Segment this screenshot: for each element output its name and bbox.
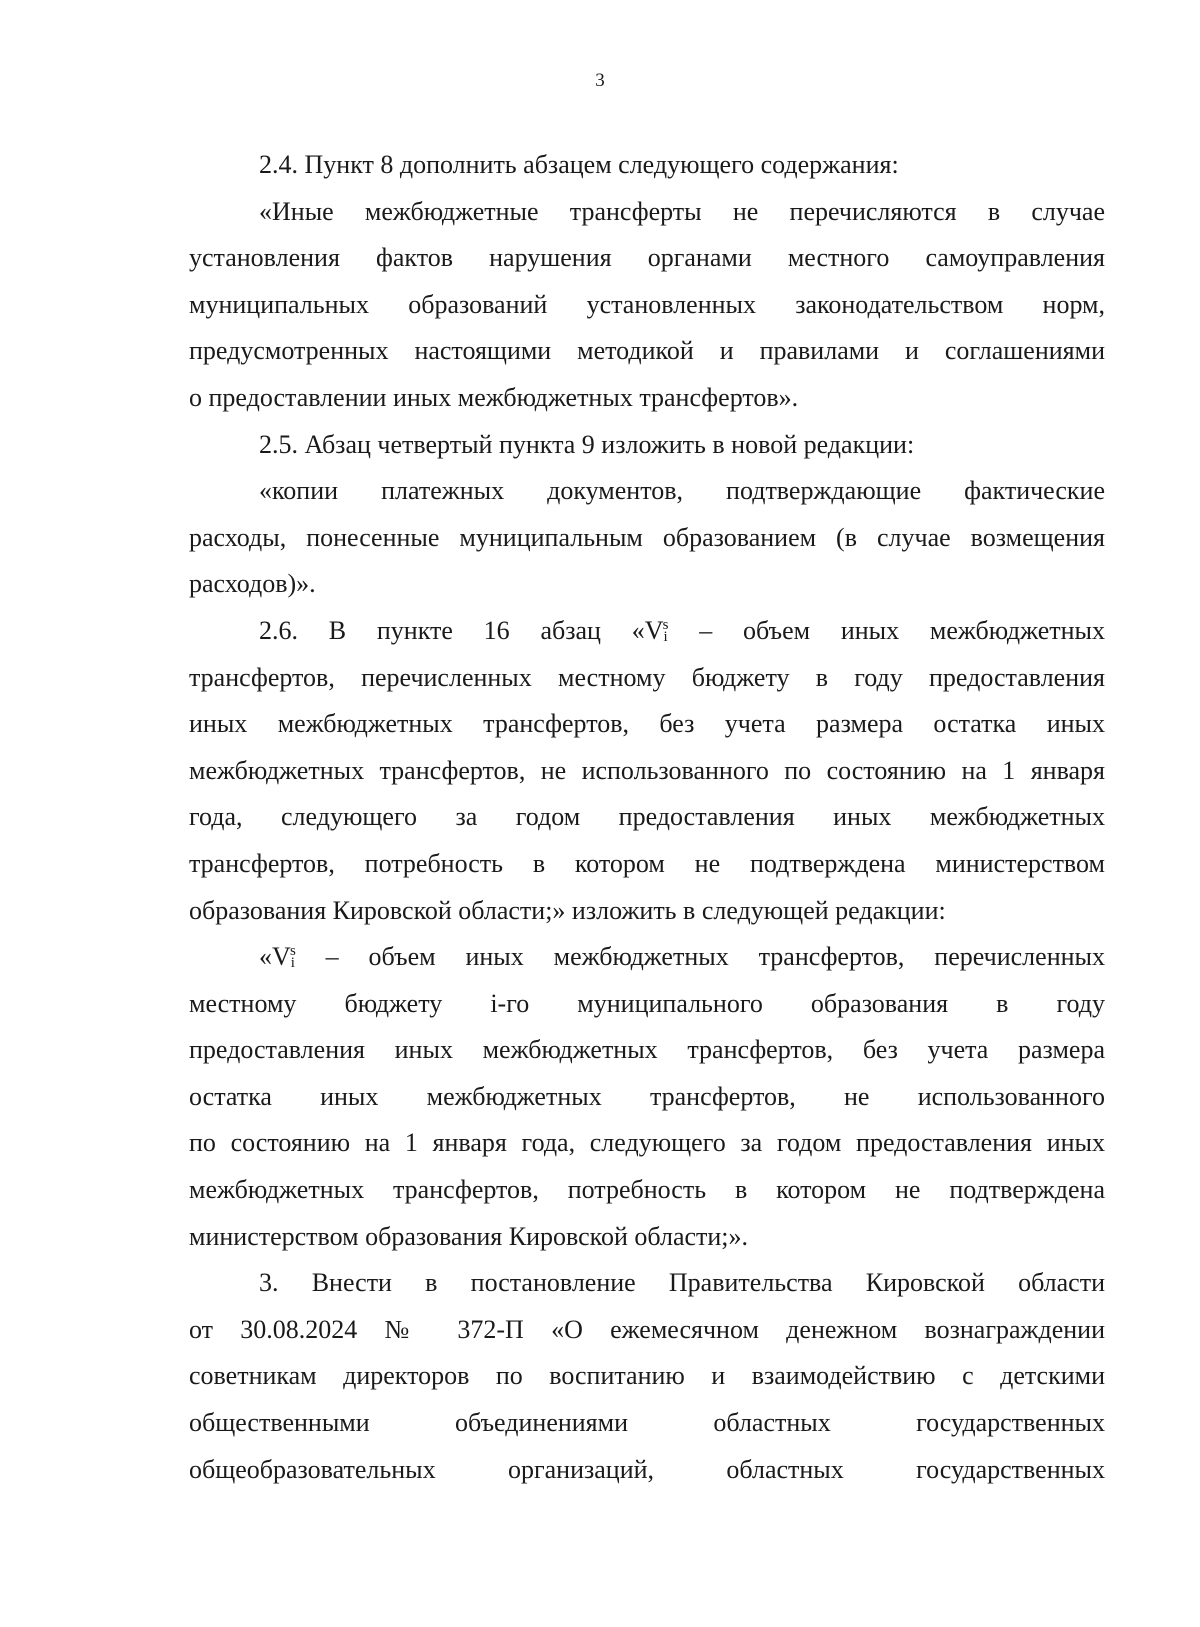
quote-2-5-line-3: расходов)».: [189, 569, 316, 599]
quote-2-6-line-6: межбюджетных трансфертов, потребность в котором не подтверждена: [189, 1175, 1105, 1205]
subscript-i: i: [290, 955, 295, 972]
text-fragment: – объем иных межбюджетных: [668, 615, 1105, 645]
quote-2-6-line-2: местному бюджету i-го муниципального образования в году: [189, 988, 1105, 1018]
text-fragment: 2.6. В пункте 16 абзац «V: [259, 615, 664, 645]
text-fragment: – объем иных межбюджетных трансфертов, перечисленных: [295, 942, 1105, 972]
paragraph-2-6-line-1: [189, 608, 1105, 655]
quote-2-4-line-4: предусмотренных настоящими методикой и правилами и соглашениями: [189, 336, 1105, 366]
document-body: [189, 142, 1105, 1493]
paragraph-3-line-5: общеобразовательных организаций, областных государственных: [189, 1454, 1105, 1484]
quote-2-4-line-3: муниципальных образований установленных законодательством норм,: [189, 289, 1105, 319]
quote-2-6-line-5: по состоянию на 1 января года, следующего за годом предоставления иных: [189, 1128, 1105, 1158]
superscript-s: s: [289, 943, 296, 960]
subscript-i: i: [663, 628, 668, 645]
quote-2-5-line-2: расходы, понесенные муниципальным образованием (в случае возмещения: [189, 522, 1105, 552]
quote-2-6-line-1: [189, 934, 1105, 981]
text-fragment: «V: [259, 942, 291, 972]
quote-2-6-line-7: министерством образования Кировской области;».: [189, 1221, 749, 1251]
quote-2-4-line-2: установления фактов нарушения органами местного самоуправления: [189, 243, 1105, 273]
paragraph-2-6-line-3: иных межбюджетных трансфертов, без учета размера остатка иных: [189, 709, 1105, 739]
paragraph-2-4-heading: 2.4. Пункт 8 дополнить абзацем следующего содержания:: [259, 150, 899, 179]
quote-2-6-line-4: остатка иных межбюджетных трансфертов, не использованного: [189, 1081, 1105, 1111]
quote-2-4-line-1: «Иные межбюджетные трансферты не перечисляются в случае: [259, 196, 1105, 226]
quote-2-4-line-5: о предоставлении иных межбюджетных трансфертов».: [189, 382, 799, 412]
quote-2-6-line-3: предоставления иных межбюджетных трансфертов, без учета размера: [189, 1035, 1105, 1065]
quote-2-5-line-1: «копии платежных документов, подтверждающие фактические: [259, 476, 1105, 506]
paragraph-3-line-3: советникам директоров по воспитанию и взаимодействию с детскими: [189, 1361, 1105, 1391]
paragraph-2-6-line-2: трансфертов, перечисленных местному бюджету в году предоставления: [189, 662, 1105, 692]
paragraph-3-line-4: общественными объединениями областных государственных: [189, 1408, 1105, 1438]
superscript-s: s: [662, 616, 669, 633]
paragraph-3-line-2: от 30.08.2024 № 372-П «О ежемесячном денежном вознаграждении: [189, 1314, 1105, 1344]
paragraph-3-line-1: 3. Внести в постановление Правительства Кировской области: [259, 1268, 1105, 1298]
paragraph-2-6-line-5: года, следующего за годом предоставления иных межбюджетных: [189, 802, 1105, 832]
paragraph-2-6-line-4: межбюджетных трансфертов, не использованного по состоянию на 1 января: [189, 755, 1105, 785]
paragraph-2-6-line-6: трансфертов, потребность в котором не подтверждена министерством: [189, 848, 1105, 878]
paragraph-2-5-heading: 2.5. Абзац четвертый пункта 9 изложить в новой редакции:: [259, 429, 915, 459]
page-number: 3: [595, 70, 605, 91]
paragraph-2-6-line-7: образования Кировской области;» изложить в следующей редакции:: [189, 895, 946, 925]
